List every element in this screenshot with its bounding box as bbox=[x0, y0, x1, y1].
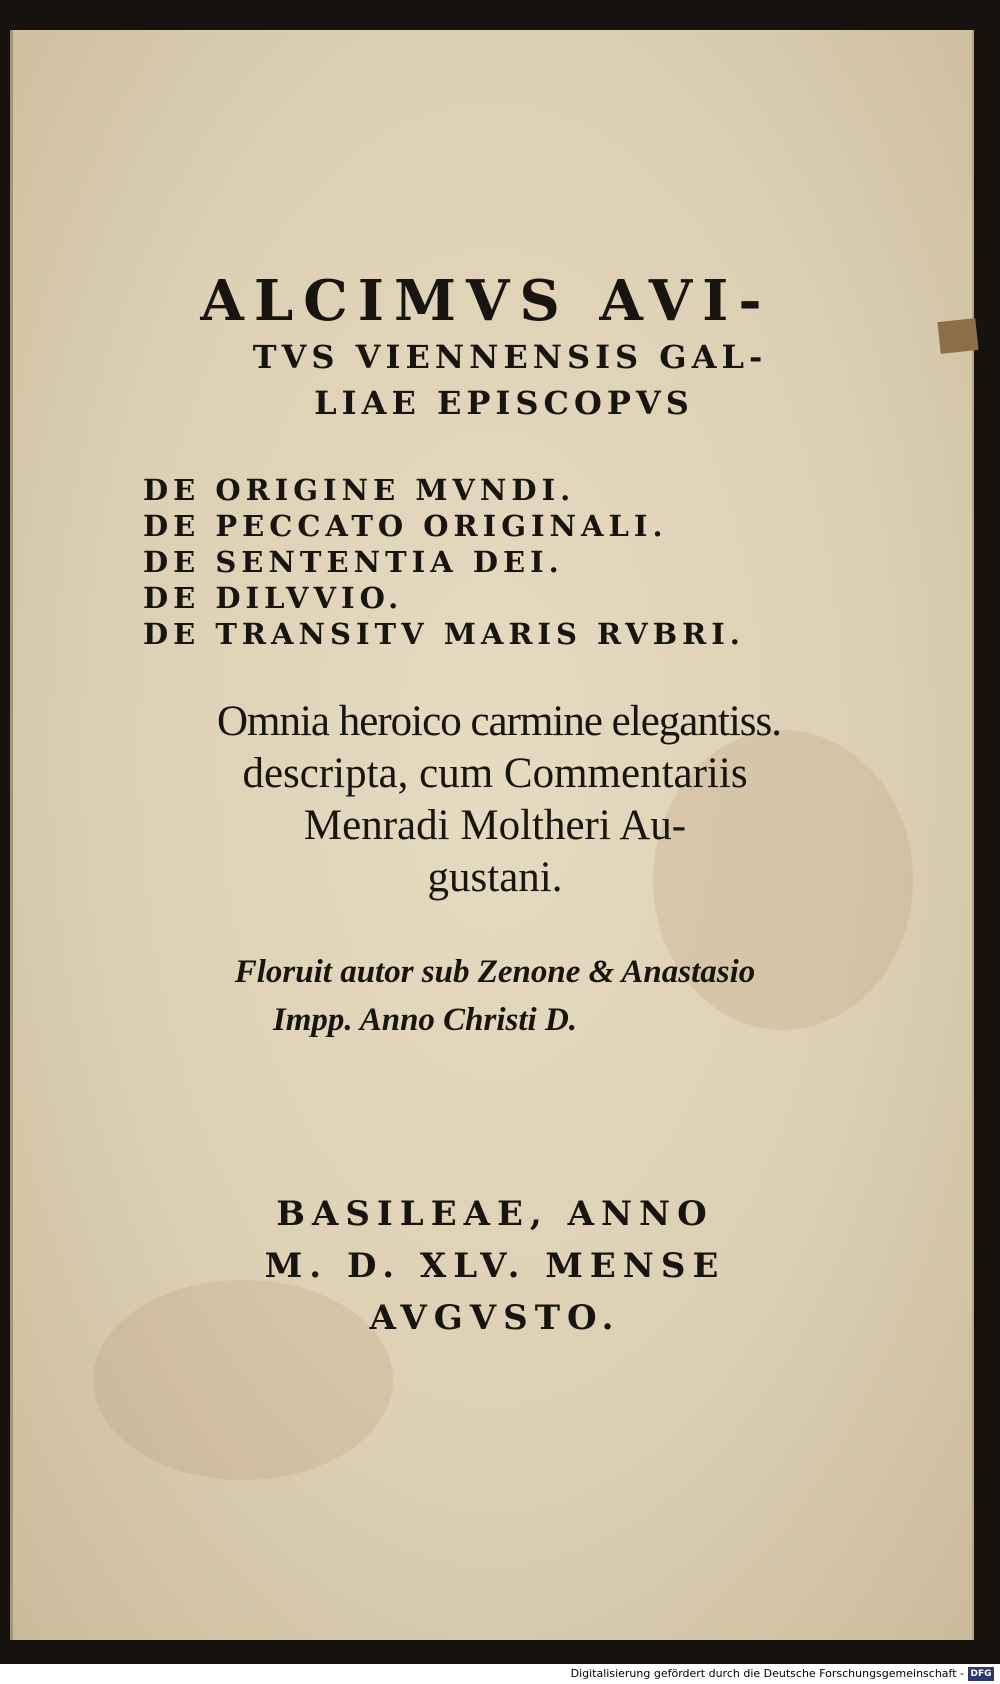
funding-footer bbox=[0, 1664, 1000, 1684]
imprint bbox=[13, 1188, 977, 1344]
title-line: LIAE EPISCOPVS bbox=[314, 384, 694, 422]
contents-item: DE TRANSITV MARIS RVBRI. bbox=[143, 617, 745, 651]
contents-list bbox=[143, 472, 745, 652]
book-title bbox=[13, 268, 977, 426]
title-page bbox=[10, 30, 974, 1640]
description-line: descripta, cum Commentariis bbox=[242, 750, 748, 797]
description-line: Omnia heroico carmine elegantiss. bbox=[216, 698, 781, 745]
description-line: Menradi Moltheri Au- bbox=[303, 802, 687, 849]
description-line: gustani. bbox=[427, 854, 563, 901]
dfg-logo: DFG bbox=[968, 1667, 994, 1681]
title-line: TVS VIENNENSIS GAL- bbox=[252, 338, 768, 376]
contents-item: DE ORIGINE MVNDI. bbox=[143, 473, 576, 507]
imprint-line: BASILEAE, ANNO bbox=[276, 1194, 714, 1234]
imprint-line: M. D. XLV. MENSE bbox=[264, 1246, 726, 1286]
floruit-line: Floruit autor sub Zenone & Anastasio bbox=[234, 954, 756, 990]
imprint-line: AVGVSTO. bbox=[369, 1298, 621, 1338]
contents-item: DE SENTENTIA DEI. bbox=[143, 545, 564, 579]
funding-credit: Digitalisierung gefördert durch die Deutsche Forschungsgemeinschaft - bbox=[570, 1667, 964, 1680]
contents-item: DE DILVVIO. bbox=[143, 581, 404, 615]
contents-item: DE PECCATO ORIGINALI. bbox=[143, 509, 668, 543]
description bbox=[13, 696, 977, 904]
title-line: ALCIMVS AVI- bbox=[200, 268, 772, 334]
floruit-note bbox=[13, 948, 977, 1044]
floruit-line: Impp. Anno Christi D. bbox=[272, 1002, 578, 1038]
